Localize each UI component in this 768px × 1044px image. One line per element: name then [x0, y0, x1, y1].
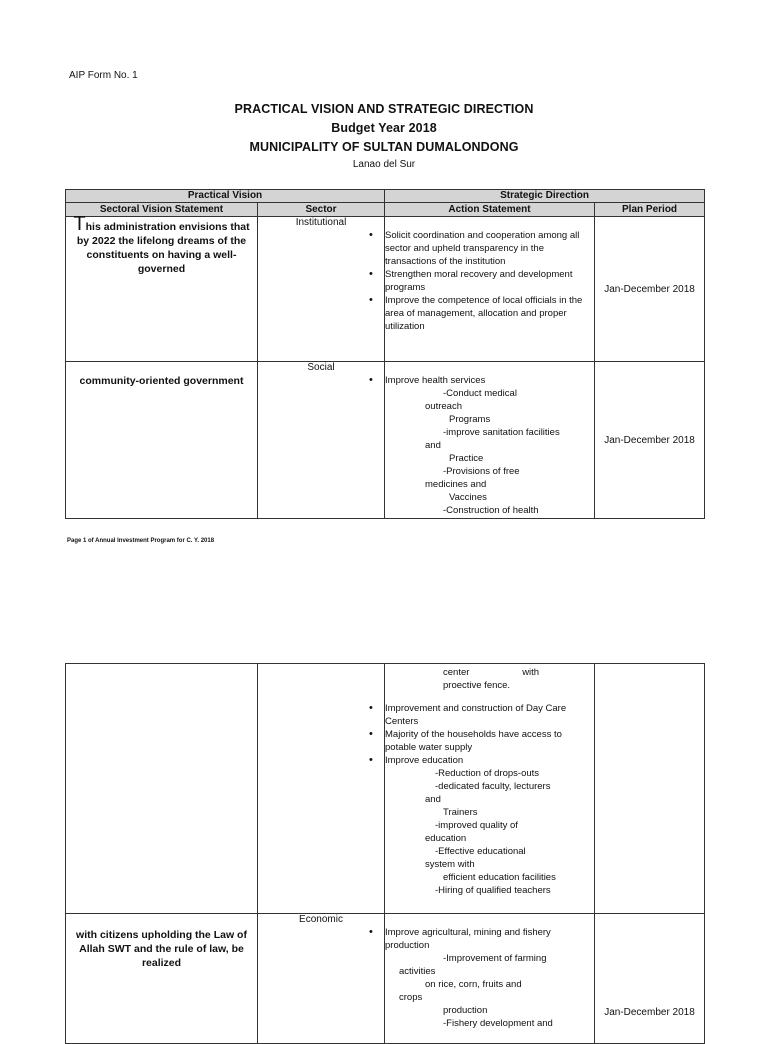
- action-statement-cell: [385, 914, 595, 1044]
- sector-text: Institutional: [295, 217, 347, 228]
- vision-statement-cell: [66, 213, 258, 362]
- action-subitem: and: [425, 794, 441, 805]
- vision-statement-cell: [66, 914, 258, 1044]
- sector-cell: [258, 362, 385, 519]
- action-item: • Majority of the households have access to potable water supply: [385, 728, 594, 754]
- action-item: • Improve education: [385, 754, 594, 767]
- action-subitem: -Reduction of drops-outs: [435, 768, 540, 779]
- action-subitem: and: [425, 440, 441, 451]
- action-subitem: system with: [425, 859, 475, 870]
- action-subitem: efficient education facilities: [443, 872, 556, 883]
- action-subitem: medicines and: [425, 479, 487, 490]
- plan-period-cell: [595, 664, 705, 914]
- municipality-name: MUNICIPALITY OF SULTAN DUMALONDONG: [249, 140, 519, 154]
- plan-period-text: Jan-December 2018: [604, 434, 695, 446]
- action-subitem: outreach: [425, 401, 462, 412]
- action-subitem: education: [425, 833, 467, 844]
- column-header-vision: Sectoral Vision Statement: [66, 203, 258, 217]
- action-subitem: -Conduct medical: [443, 388, 517, 399]
- plan-period-text: Jan-December 2018: [604, 283, 695, 295]
- action-subitem: -Provisions of free: [443, 466, 520, 477]
- action-subitem: -Effective educational: [435, 846, 526, 857]
- vision-statement-cell: [66, 664, 258, 914]
- action-subitem: center with: [443, 667, 540, 678]
- vision-direction-table: [65, 189, 705, 519]
- action-subitem: Programs: [449, 414, 491, 425]
- table-row: [66, 362, 705, 519]
- action-item: • Improve health services: [385, 374, 594, 387]
- table-row: [66, 664, 705, 914]
- vision-statement-text: with citizens upholding the Law of Allah SWT and the rule of law, be realized: [76, 929, 247, 969]
- action-item: • Strengthen moral recovery and development programs: [385, 268, 594, 294]
- group-header-practical-vision: Practical Vision: [66, 190, 385, 203]
- action-statement-cell: [385, 664, 595, 914]
- action-statement-cell: [385, 362, 595, 519]
- column-header-period: Plan Period: [595, 203, 705, 217]
- action-subitem: -Fishery development and: [443, 1018, 553, 1029]
- action-subitem: -Construction of health: [443, 505, 539, 516]
- action-subitem: Vaccines: [449, 492, 487, 503]
- budget-year: Budget Year 2018: [331, 121, 437, 135]
- action-subitem: production: [443, 1005, 488, 1016]
- sector-text: Economic: [299, 914, 343, 925]
- form-number: AIP Form No. 1: [69, 70, 138, 81]
- action-subitem: -Improvement of farming: [443, 953, 547, 964]
- vision-dropcap: T: [73, 213, 86, 235]
- action-item: • Improve agricultural, mining and fishery production: [385, 926, 594, 952]
- sector-text: Social: [307, 362, 335, 373]
- plan-period-text: Jan-December 2018: [604, 1007, 695, 1018]
- plan-period-cell: [595, 362, 705, 519]
- column-header-sector: Sector: [258, 203, 385, 217]
- sector-cell: [258, 914, 385, 1044]
- action-subitem: crops: [399, 992, 423, 1003]
- action-subitem: -improve sanitation facilities: [443, 427, 560, 438]
- action-item: • Solicit coordination and cooperation among all sector and upheld transparency in the transactions of the institution: [385, 229, 594, 268]
- province-name: Lanao del Sur: [352, 159, 416, 170]
- vision-direction-table-continued: [65, 663, 705, 1044]
- document-title: PRACTICAL VISION AND STRATEGIC DIRECTION: [234, 102, 534, 116]
- action-statement-cell: [385, 217, 595, 362]
- action-subitem: activities: [399, 966, 436, 977]
- table-row: [66, 914, 705, 1044]
- action-subitem: -Hiring of qualified teachers: [435, 885, 551, 896]
- action-subitem: on rice, corn, fruits and: [425, 979, 522, 990]
- column-header-action: Action Statement: [385, 203, 595, 217]
- plan-period-cell: [595, 914, 705, 1044]
- vision-statement-cell: [66, 362, 258, 519]
- page-footer: Page 1 of Annual Investment Program for C. Y. 2018: [67, 538, 215, 544]
- action-subitem: Practice: [449, 453, 484, 464]
- document-heading: [0, 100, 768, 173]
- action-subitem: Trainers: [443, 807, 478, 818]
- table-row: [66, 217, 705, 362]
- action-subitem: -dedicated faculty, lecturers: [435, 781, 551, 792]
- vision-statement-text: his administration envisions that by 2022 the lifelong dreams of the constituents on having a well-governed: [76, 221, 250, 275]
- vision-statement-text: community-oriented government: [79, 375, 244, 387]
- group-header-strategic-direction: Strategic Direction: [385, 190, 705, 203]
- action-item: • Improve the competence of local officials in the area of management, allocation and proper utilization: [385, 294, 594, 333]
- action-subitem: -improved quality of: [435, 820, 518, 831]
- action-subitem: proective fence.: [443, 680, 511, 691]
- sector-cell: [258, 664, 385, 914]
- action-item: • Improvement and construction of Day Care Centers: [385, 702, 594, 728]
- sector-cell: [258, 217, 385, 362]
- plan-period-cell: [595, 217, 705, 362]
